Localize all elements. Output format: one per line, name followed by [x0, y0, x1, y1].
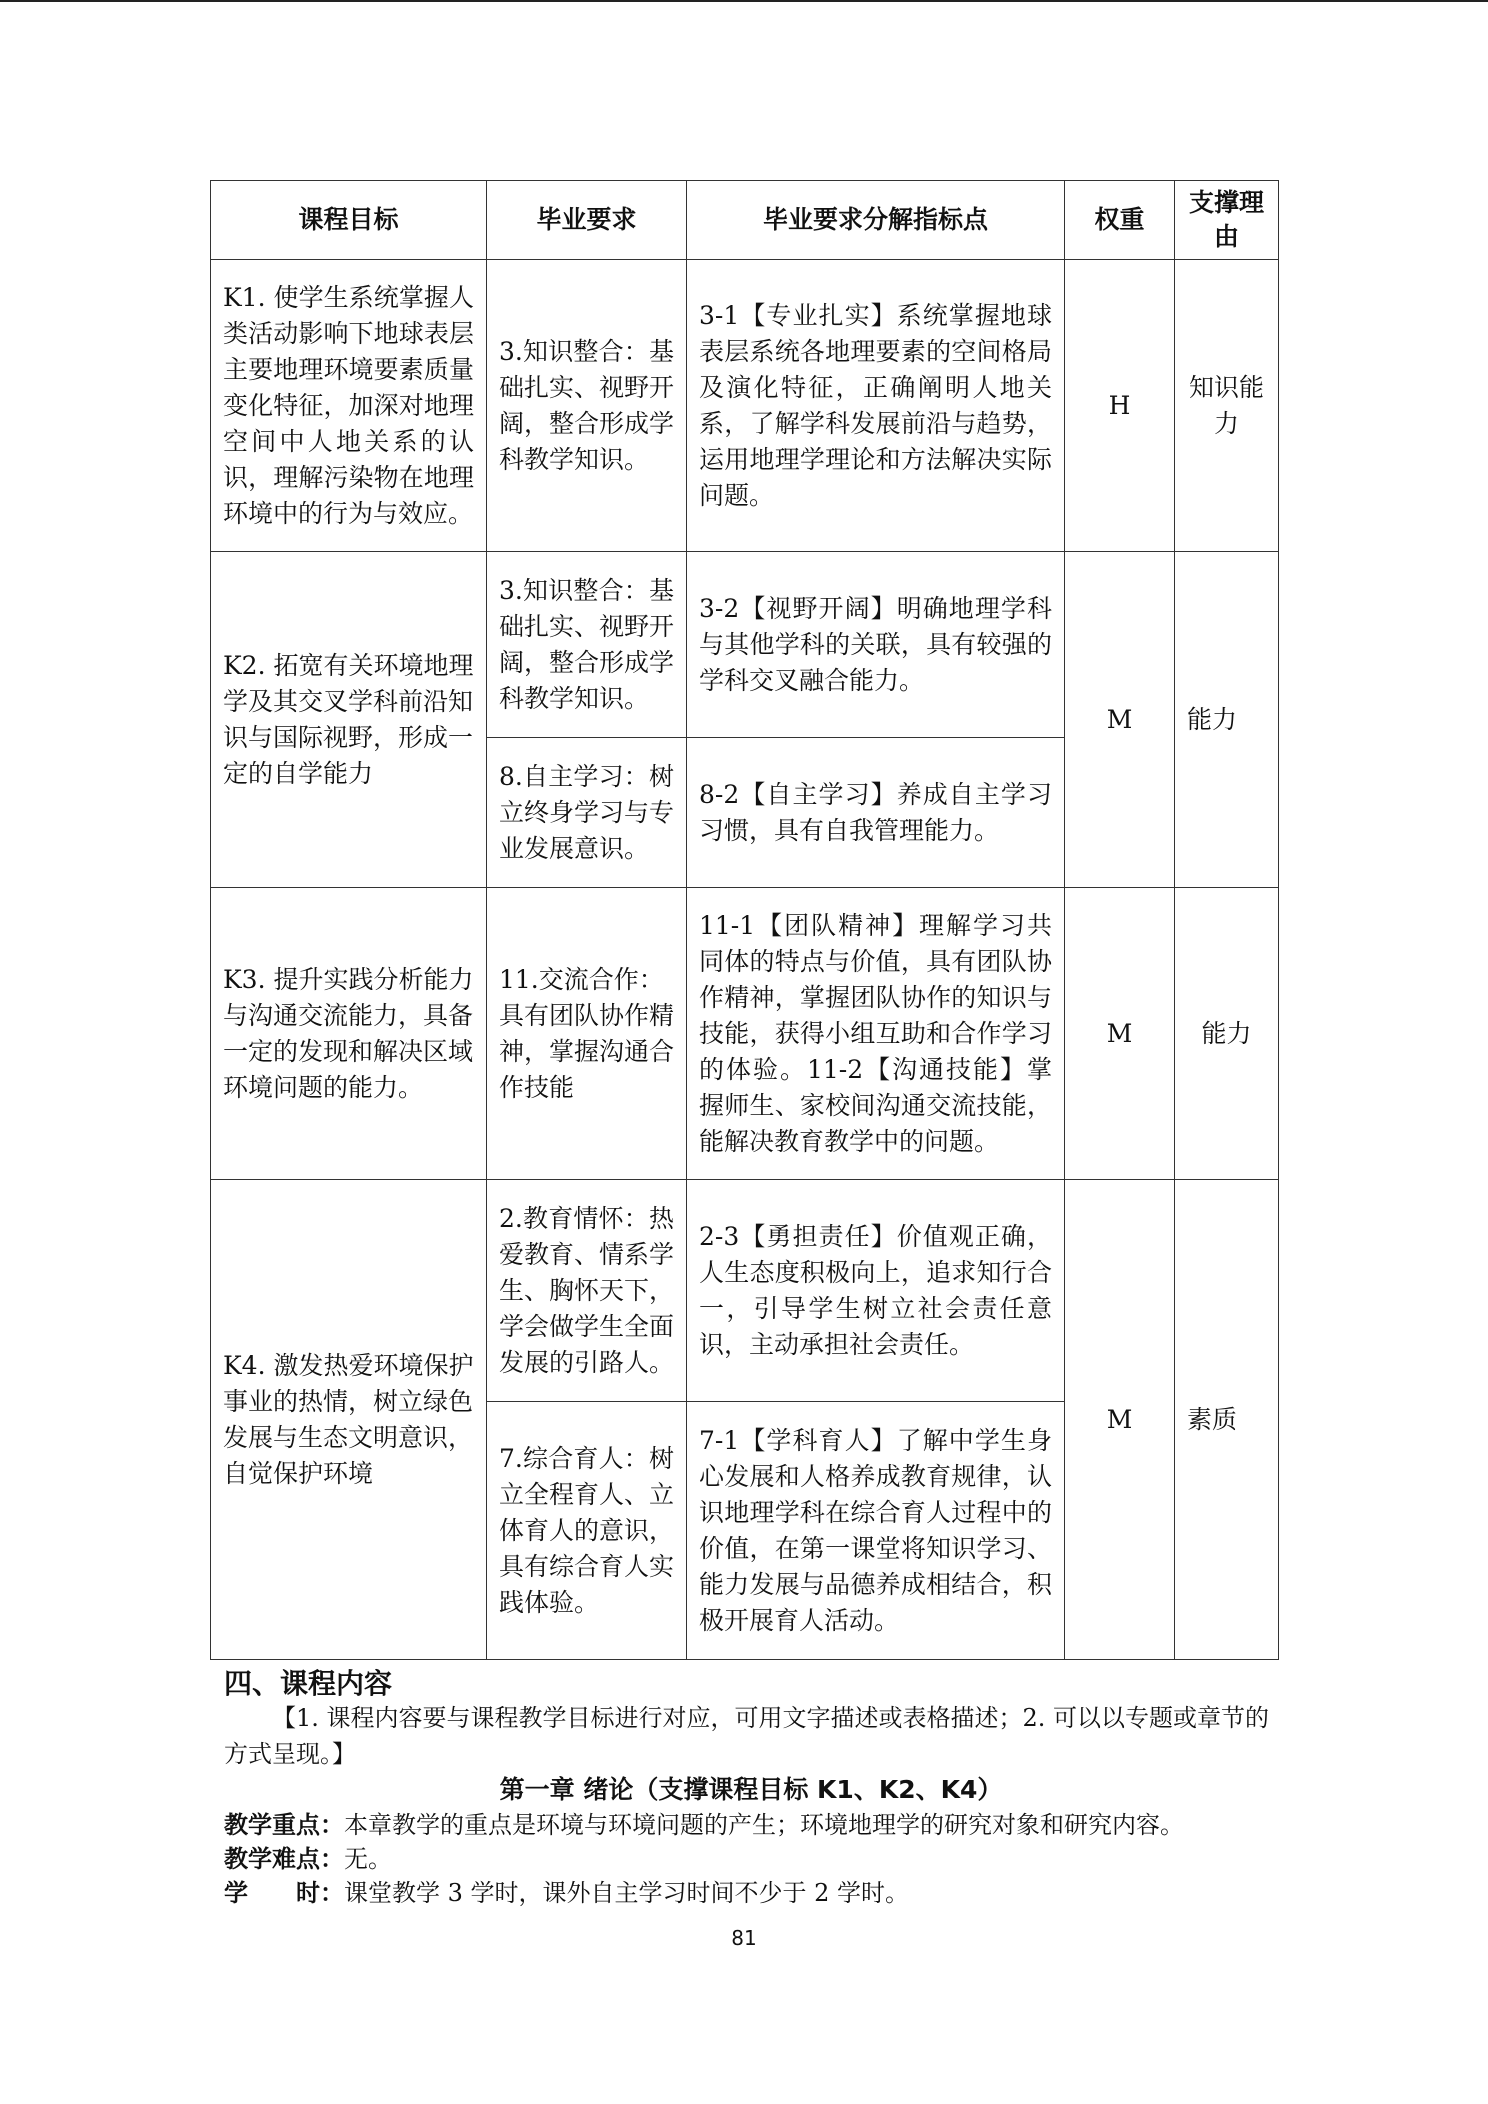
reason-cell: 能力 [1175, 552, 1279, 888]
table-row [211, 888, 1279, 1180]
indicator-cell: 7-1【学科育人】了解中学生身心发展和人格养成教育规律，认识地理学科在综合育人过程中的价值，在第一课堂将知识学习、能力发展与品德养成相结合，积极开展育人活动。 [687, 1402, 1065, 1660]
page-top-border [0, 0, 1488, 2]
indicator-cell: 11-1【团队精神】理解学习共同体的特点与价值，具有团队协作精神，掌握团队协作的知识与技能，获得小组互助和合作学习的体验。11-2【沟通技能】掌握师生、家校间沟通交流技能，能解决教育教学中的问题。 [687, 888, 1065, 1180]
requirement-cell: 11.交流合作：具有团队协作精神，掌握沟通合作技能 [487, 888, 687, 1180]
table-header-row [211, 181, 1279, 260]
key-points-label: 教学重点： [224, 1811, 344, 1839]
section-note: 【1. 课程内容要与课程教学目标进行对应，可用文字描述或表格描述；2. 可以以专题或章节的方式呈现。】 [224, 1704, 1270, 1768]
header-indicator: 毕业要求分解指标点 [687, 181, 1065, 260]
weight-cell: M [1065, 888, 1175, 1180]
requirement-cell: 2.教育情怀：热爱教育、情系学生、胸怀天下，学会做学生全面发展的引路人。 [487, 1180, 687, 1402]
weight-cell: M [1065, 552, 1175, 888]
indicator-cell: 2-3【勇担责任】价值观正确，人生态度积极向上，追求知行合一，引导学生树立社会责任意识，主动承担社会责任。 [687, 1180, 1065, 1402]
goal-cell: K3. 提升实践分析能力与沟通交流能力，具备一定的发现和解决区域环境问题的能力。 [211, 888, 487, 1180]
difficulty-text: 无。 [344, 1845, 392, 1873]
goal-cell: K4. 激发热爱环境保护事业的热情，树立绿色发展与生态文明意识，自觉保护环境 [211, 1180, 487, 1660]
indicator-cell: 8-2【自主学习】养成自主学习习惯，具有自我管理能力。 [687, 738, 1065, 888]
header-reason: 支撑理由 [1175, 181, 1279, 260]
indicator-cell: 3-2【视野开阔】明确地理学科与其他学科的关联，具有较强的学科交叉融合能力。 [687, 552, 1065, 738]
reason-cell: 素质 [1175, 1180, 1279, 1660]
course-objectives-table [210, 180, 1279, 1660]
difficulty-label: 教学难点： [224, 1845, 344, 1873]
weight-cell: M [1065, 1180, 1175, 1660]
table-row [211, 552, 1279, 738]
header-course-goal: 课程目标 [211, 181, 487, 260]
goal-cell: K2. 拓宽有关环境地理学及其交叉学科前沿知识与国际视野，形成一定的自学能力 [211, 552, 487, 888]
reason-cell: 知识能力 [1175, 260, 1279, 552]
requirement-cell: 7.综合育人：树立全程育人、立体育人的意识，具有综合育人实践体验。 [487, 1402, 687, 1660]
table-row [211, 260, 1279, 552]
requirement-cell: 3.知识整合：基础扎实、视野开阔，整合形成学科教学知识。 [487, 552, 687, 738]
requirement-cell: 8.自主学习：树立终身学习与专业发展意识。 [487, 738, 687, 888]
indicator-cell: 3-1【专业扎实】系统掌握地球表层系统各地理要素的空间格局及演化特征，正确阐明人地关系，了解学科发展前沿与趋势，运用地理学理论和方法解决实际问题。 [687, 260, 1065, 552]
reason-cell: 能力 [1175, 888, 1279, 1180]
requirement-cell: 3.知识整合：基础扎实、视野开阔，整合形成学科教学知识。 [487, 260, 687, 552]
difficulty-line [224, 1842, 1284, 1876]
table-row [211, 1180, 1279, 1402]
key-points-line [224, 1808, 1284, 1842]
hours-text: 课堂教学 3 学时，课外自主学习时间不少于 2 学时。 [344, 1879, 910, 1907]
weight-cell: H [1065, 260, 1175, 552]
chapter-title: 第一章 绪论（支撑课程目标 K1、K2、K4） [499, 1775, 1003, 1804]
goal-cell: K1. 使学生系统掌握人类活动影响下地球表层主要地理环境要素质量变化特征，加深对地理空间中人地关系的认识，理解污染物在地理环境中的行为与效应。 [211, 260, 487, 552]
page-number: 81 [731, 1926, 757, 1950]
hours-label: 学 时： [224, 1879, 344, 1907]
header-graduation-requirement: 毕业要求 [487, 181, 687, 260]
key-points-text: 本章教学的重点是环境与环境问题的产生；环境地理学的研究对象和研究内容。 [344, 1811, 1184, 1839]
hours-line [224, 1876, 1284, 1910]
header-weight: 权重 [1065, 181, 1175, 260]
section-title: 四、课程内容 [224, 1667, 393, 1700]
